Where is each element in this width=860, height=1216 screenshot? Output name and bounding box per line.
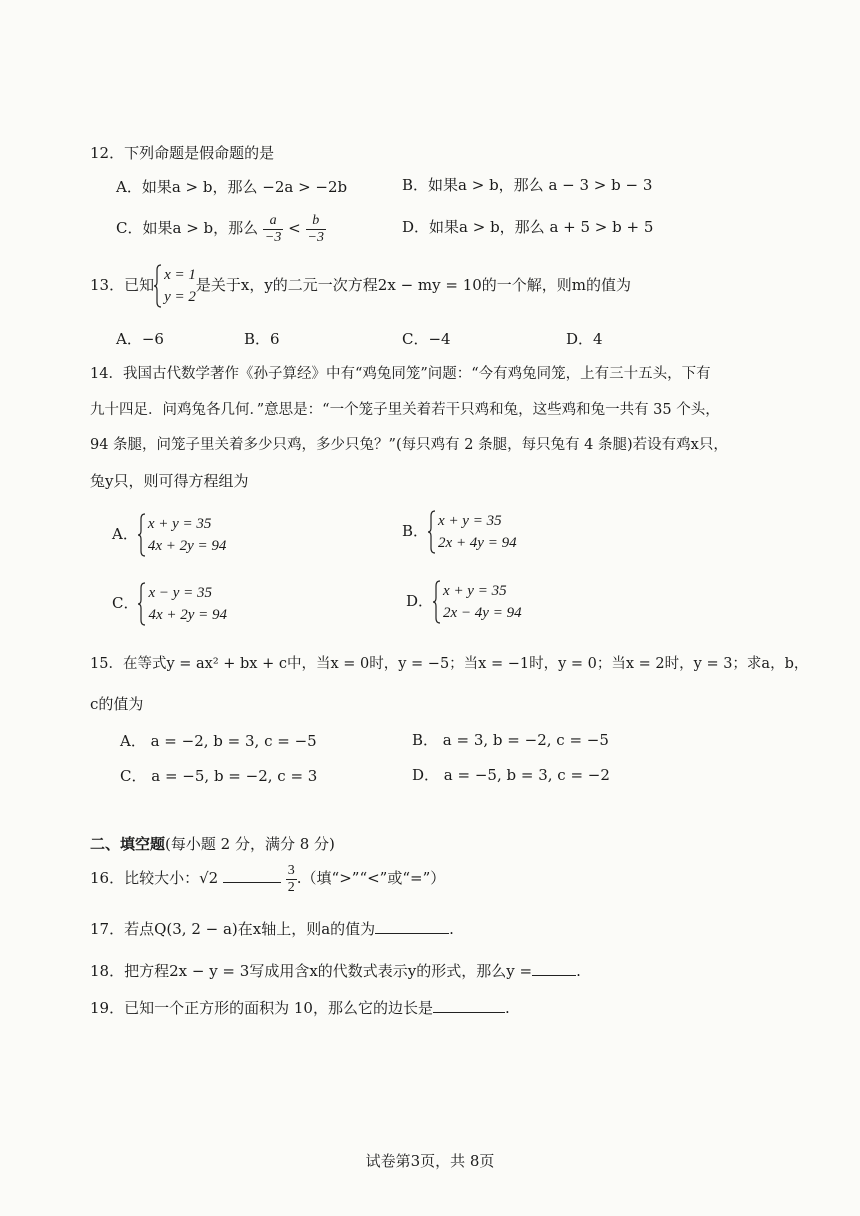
q16-suffix: .（填“>”“<”或“=”）	[296, 869, 446, 887]
q13-stem	[90, 262, 631, 308]
q14-option-d	[406, 578, 522, 624]
section-heading	[90, 834, 335, 854]
q18-prefix: 18．把方程2x − y = 3写成用含x的代数式表示y的形式，那么y =	[90, 962, 533, 980]
q14-b-eq1: x + y = 35	[438, 513, 502, 529]
q15-option-c: C． a = −5, b = −2, c = 3	[120, 767, 318, 785]
q15-line1: 15．在等式y = ax² + bx + c中，当x = 0时，y = −5；当x = −1时，y = 0；当x = 2时，y = 3；求a，b，	[90, 656, 809, 672]
q19-stem	[90, 996, 510, 1018]
q17-answer-blank	[375, 917, 449, 934]
q12-option-c-frac1	[263, 213, 283, 246]
brace-icon	[154, 264, 162, 308]
brace-icon	[428, 510, 436, 554]
q14-c-eq2: 4x + 2y = 94	[148, 607, 228, 623]
q14-d-eq1: x + y = 35	[443, 583, 507, 599]
q12-option-b: B．如果a > b，那么 a − 3 > b − 3	[402, 176, 653, 194]
page-footer: 试卷第3页，共 8页	[365, 1152, 495, 1170]
q14-c-eq1: x − y = 35	[148, 585, 213, 601]
q14-option-d-label: D．	[406, 592, 434, 610]
q13-suffix: 是关于x，y的二元一次方程2x − my = 10的一个解，则m的值为	[195, 276, 632, 294]
q14-d-eq2: 2x − 4y = 94	[443, 605, 522, 621]
q14-line2: 九十四足．问鸡兔各几何．”意思是：“一个笼子里关着若干只鸡和兔，这些鸡和兔一共有 35 个头，	[90, 402, 720, 418]
q19-prefix: 19．已知一个正方形的面积为 10，那么它的边长是	[90, 999, 433, 1017]
q19-suffix: .	[504, 999, 510, 1017]
q12-stem: 12．下列命题是假命题的是	[90, 144, 275, 162]
q14-a-eq2: 4x + 2y = 94	[147, 538, 227, 554]
q16-fraction	[286, 863, 297, 896]
q14-option-c	[112, 580, 227, 626]
q14-a-eq1: x + y = 35	[147, 516, 212, 532]
q16-stem	[90, 860, 445, 896]
q14-line4: 兔y只，则可得方程组为	[90, 472, 249, 490]
q12-c-lt: <	[288, 219, 301, 237]
q16-frac-den: 2	[287, 879, 295, 895]
brace-icon	[138, 582, 146, 626]
q13-system	[154, 264, 196, 308]
q18-answer-blank	[532, 959, 576, 976]
q19-answer-blank	[433, 996, 505, 1013]
brace-icon	[138, 513, 146, 557]
q12-option-c-frac2	[306, 213, 326, 246]
q15-option-a: A． a = −2, b = 3, c = −5	[120, 732, 317, 750]
q18-suffix: .	[576, 962, 581, 980]
q13-eq2: y = 2	[164, 289, 196, 305]
q14-option-a-system	[138, 513, 227, 557]
q16-prefix: 16．比较大小：√2	[90, 869, 219, 887]
q13-option-a: A．−6	[116, 330, 164, 348]
q13-option-c: C．−4	[402, 330, 451, 348]
q17-prefix: 17．若点Q(3, 2 − a)在x轴上，则a的值为	[90, 920, 376, 938]
q14-option-c-label: C．	[112, 594, 139, 612]
q18-stem	[90, 959, 581, 981]
q14-option-b-system	[428, 510, 517, 554]
q17-suffix: .	[449, 920, 454, 938]
q15-line2: c的值为	[90, 695, 144, 713]
q12-c-frac1-num: a	[263, 213, 283, 230]
q14-line3: 94 条腿，问笼子里关着多少只鸡，多少只兔？”(每只鸡有 2 条腿，每只兔有 4 条腿)若设有鸡x只，	[90, 437, 728, 453]
q14-option-b-label: B．	[402, 522, 429, 540]
q13-prefix: 13．已知	[90, 276, 155, 294]
q12-option-d: D．如果a > b，那么 a + 5 > b + 5	[402, 218, 654, 236]
q14-option-d-system	[433, 580, 522, 624]
q16-answer-blank	[223, 866, 281, 883]
q15-option-d: D． a = −5, b = 3, c = −2	[412, 766, 610, 784]
q14-option-a-label: A．	[112, 525, 138, 543]
q12-option-a: A．如果a > b，那么 −2a > −2b	[116, 178, 348, 196]
q12-option-c	[116, 210, 326, 246]
q15-option-b: B． a = 3, b = −2, c = −5	[412, 731, 609, 749]
q12-c-frac1-den: −3	[264, 229, 282, 245]
q14-line1: 14．我国古代数学著作《孙子算经》中有“鸡兔同笼”问题：“今有鸡兔同笼，上有三十五头，下有	[90, 366, 711, 382]
q12-c-frac2-den: −3	[307, 229, 324, 245]
q16-frac-num: 3	[287, 862, 295, 878]
section-note: (每小题 2 分，满分 8 分)	[165, 835, 335, 853]
q13-option-d: D．4	[566, 330, 603, 348]
section-title: 二、填空题	[90, 835, 166, 853]
q13-eq1: x = 1	[164, 267, 196, 283]
q12-option-c-prefix: C．如果a > b，那么	[116, 219, 259, 237]
q14-option-b	[402, 508, 517, 554]
q14-option-a	[112, 511, 226, 557]
q14-b-eq2: 2x + 4y = 94	[438, 535, 517, 551]
q14-option-c-system	[138, 582, 227, 626]
q12-c-frac2-num: b	[306, 213, 326, 230]
q17-stem	[90, 917, 454, 939]
q13-option-b: B．6	[244, 330, 280, 348]
brace-icon	[433, 580, 441, 624]
